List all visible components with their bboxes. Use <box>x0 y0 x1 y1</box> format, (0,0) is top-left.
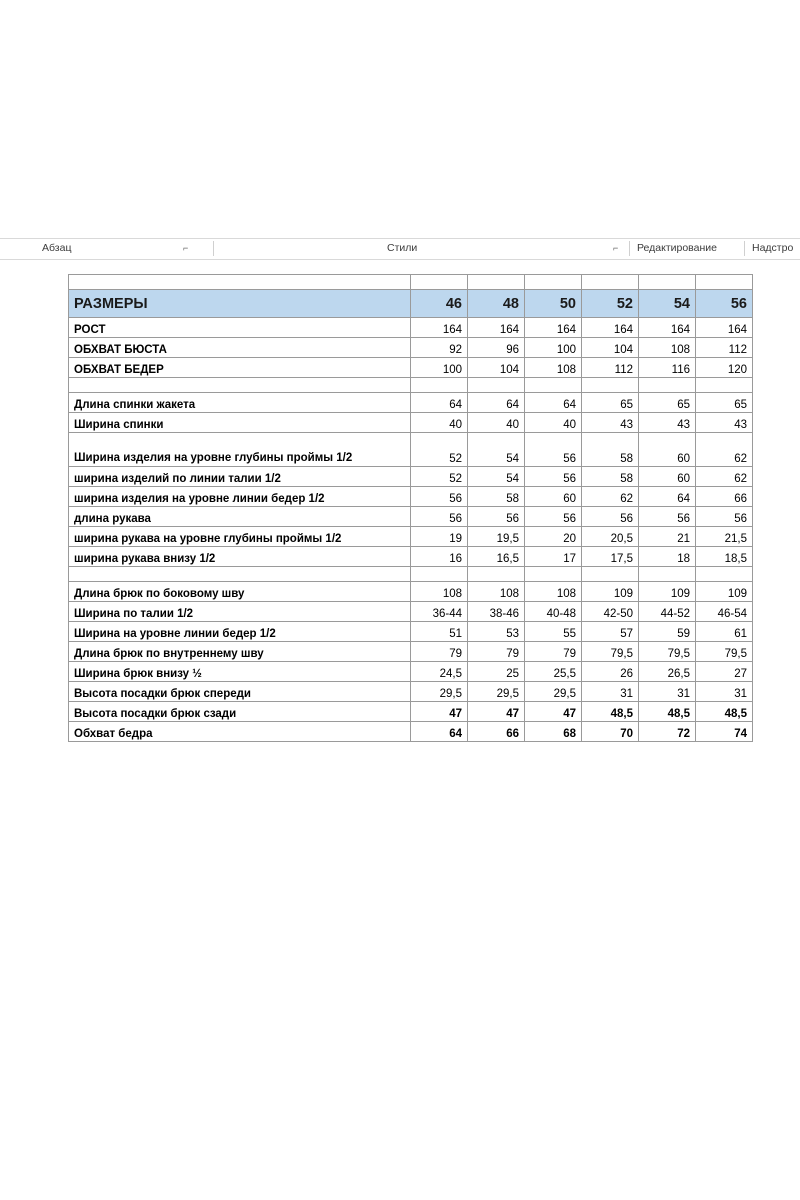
row-value: 92 <box>411 338 468 358</box>
row-label: Ширина на уровне линии бедер 1/2 <box>69 622 411 642</box>
row-value <box>468 567 525 582</box>
table-row <box>69 467 753 487</box>
ribbon-group-paragraph[interactable] <box>42 239 71 257</box>
row-value: 164 <box>525 318 582 338</box>
row-value: 16 <box>411 547 468 567</box>
table-row <box>69 413 753 433</box>
row-value: 40 <box>468 413 525 433</box>
table-cell <box>696 275 753 290</box>
size-chart-table <box>68 274 753 742</box>
row-value: 68 <box>525 722 582 742</box>
row-value: 112 <box>582 358 639 378</box>
row-label: ширина изделия на уровне линии бедер 1/2 <box>69 487 411 507</box>
row-label: ОБХВАТ БЕДЕР <box>69 358 411 378</box>
row-value: 100 <box>411 358 468 378</box>
row-value: 17,5 <box>582 547 639 567</box>
ribbon-group-paragraph-label: Абзац <box>42 242 72 254</box>
ribbon-group-editing-label: Редактирование <box>637 242 717 254</box>
row-value: 58 <box>468 487 525 507</box>
row-value: 65 <box>582 393 639 413</box>
table-row <box>69 602 753 622</box>
row-value: 109 <box>696 582 753 602</box>
row-label: ОБХВАТ БЮСТА <box>69 338 411 358</box>
row-label: Ширина спинки <box>69 413 411 433</box>
row-value: 40-48 <box>525 602 582 622</box>
row-value <box>525 378 582 393</box>
row-value: 56 <box>525 433 582 467</box>
table-cell <box>411 275 468 290</box>
row-value: 64 <box>639 487 696 507</box>
size-header-48: 48 <box>468 290 525 318</box>
row-value: 52 <box>411 433 468 467</box>
row-value: 43 <box>582 413 639 433</box>
row-label: Ширина изделия на уровне глубины проймы 1/2 <box>69 433 411 467</box>
row-value: 26,5 <box>639 662 696 682</box>
row-value <box>582 567 639 582</box>
row-value: 43 <box>639 413 696 433</box>
row-value: 29,5 <box>468 682 525 702</box>
row-value: 104 <box>582 338 639 358</box>
row-value: 54 <box>468 467 525 487</box>
row-value: 62 <box>696 467 753 487</box>
row-value: 108 <box>525 582 582 602</box>
row-value: 40 <box>525 413 582 433</box>
table-row <box>69 527 753 547</box>
row-value: 56 <box>411 487 468 507</box>
row-value: 60 <box>525 487 582 507</box>
row-value: 18 <box>639 547 696 567</box>
row-value: 58 <box>582 433 639 467</box>
row-value: 70 <box>582 722 639 742</box>
row-value: 48,5 <box>582 702 639 722</box>
row-value: 79 <box>411 642 468 662</box>
row-value: 112 <box>696 338 753 358</box>
size-header-46: 46 <box>411 290 468 318</box>
table-row <box>69 702 753 722</box>
row-value: 164 <box>468 318 525 338</box>
row-value <box>411 378 468 393</box>
row-value: 120 <box>696 358 753 378</box>
row-value: 61 <box>696 622 753 642</box>
row-label <box>69 378 411 393</box>
ribbon-group-editing[interactable] <box>637 239 717 257</box>
row-value: 31 <box>639 682 696 702</box>
row-value: 79 <box>525 642 582 662</box>
row-value: 57 <box>582 622 639 642</box>
ribbon-divider-2 <box>629 241 630 256</box>
row-value: 24,5 <box>411 662 468 682</box>
row-value: 108 <box>411 582 468 602</box>
row-value: 52 <box>411 467 468 487</box>
row-value: 27 <box>696 662 753 682</box>
size-header-54: 54 <box>639 290 696 318</box>
row-value <box>582 378 639 393</box>
row-value: 56 <box>582 507 639 527</box>
ribbon-divider-3 <box>744 241 745 256</box>
row-value: 19,5 <box>468 527 525 547</box>
row-value: 40 <box>411 413 468 433</box>
row-value: 25,5 <box>525 662 582 682</box>
row-value: 46-54 <box>696 602 753 622</box>
row-value <box>525 567 582 582</box>
row-value <box>696 567 753 582</box>
row-value: 59 <box>639 622 696 642</box>
row-value: 164 <box>411 318 468 338</box>
row-value: 31 <box>582 682 639 702</box>
row-value: 56 <box>639 507 696 527</box>
row-value: 79 <box>468 642 525 662</box>
ribbon-group-styles[interactable] <box>387 239 417 257</box>
row-value: 164 <box>696 318 753 338</box>
row-label: Ширина по талии 1/2 <box>69 602 411 622</box>
row-label <box>69 567 411 582</box>
row-value <box>696 378 753 393</box>
row-value <box>468 378 525 393</box>
size-header-50: 50 <box>525 290 582 318</box>
row-value <box>411 567 468 582</box>
row-value: 25 <box>468 662 525 682</box>
row-value: 21 <box>639 527 696 547</box>
row-value: 96 <box>468 338 525 358</box>
row-value: 56 <box>525 507 582 527</box>
row-value: 53 <box>468 622 525 642</box>
row-value: 109 <box>582 582 639 602</box>
table-row <box>69 622 753 642</box>
row-value: 79,5 <box>696 642 753 662</box>
row-value: 60 <box>639 433 696 467</box>
styles-dialog-launcher-icon[interactable]: ⌐ <box>613 243 619 253</box>
table-row <box>69 682 753 702</box>
row-value: 20,5 <box>582 527 639 547</box>
row-label: Длина спинки жакета <box>69 393 411 413</box>
ribbon-strip <box>0 238 800 260</box>
row-label: Высота посадки брюк спереди <box>69 682 411 702</box>
paragraph-dialog-launcher-icon[interactable]: ⌐ <box>183 243 189 253</box>
row-label: Длина брюк по внутреннему шву <box>69 642 411 662</box>
ribbon-divider-1 <box>213 241 214 256</box>
row-value <box>639 378 696 393</box>
row-value: 51 <box>411 622 468 642</box>
table-row <box>69 378 753 393</box>
table-cell <box>639 275 696 290</box>
row-value: 55 <box>525 622 582 642</box>
row-value: 164 <box>582 318 639 338</box>
ribbon-group-styles-label: Стили <box>387 242 418 254</box>
row-value: 48,5 <box>639 702 696 722</box>
row-label: РОСТ <box>69 318 411 338</box>
row-value: 64 <box>525 393 582 413</box>
row-value: 19 <box>411 527 468 547</box>
table-row <box>69 487 753 507</box>
row-value: 38-46 <box>468 602 525 622</box>
row-value: 65 <box>696 393 753 413</box>
row-value: 31 <box>696 682 753 702</box>
row-value: 43 <box>696 413 753 433</box>
row-value: 79,5 <box>639 642 696 662</box>
row-value: 60 <box>639 467 696 487</box>
table-cell <box>582 275 639 290</box>
table-header-row <box>69 290 753 318</box>
table-row <box>69 358 753 378</box>
table-cell <box>468 275 525 290</box>
row-value: 104 <box>468 358 525 378</box>
row-value: 54 <box>468 433 525 467</box>
row-value: 44-52 <box>639 602 696 622</box>
row-value: 164 <box>639 318 696 338</box>
row-label: Обхват бедра <box>69 722 411 742</box>
row-value: 62 <box>696 433 753 467</box>
row-value: 21,5 <box>696 527 753 547</box>
row-value: 47 <box>468 702 525 722</box>
row-value: 66 <box>468 722 525 742</box>
table-row <box>69 507 753 527</box>
row-value: 42-50 <box>582 602 639 622</box>
row-value: 64 <box>411 393 468 413</box>
row-value: 62 <box>582 487 639 507</box>
row-value: 18,5 <box>696 547 753 567</box>
row-value: 79,5 <box>582 642 639 662</box>
table-cell <box>525 275 582 290</box>
row-value: 108 <box>525 358 582 378</box>
row-value: 66 <box>696 487 753 507</box>
size-header-52: 52 <box>582 290 639 318</box>
table-title-cell: РАЗМЕРЫ <box>69 290 411 318</box>
row-label: ширина рукава внизу 1/2 <box>69 547 411 567</box>
size-chart-container <box>68 274 752 742</box>
table-row <box>69 318 753 338</box>
table-row <box>69 338 753 358</box>
row-value: 74 <box>696 722 753 742</box>
table-row <box>69 433 753 467</box>
row-value: 48,5 <box>696 702 753 722</box>
row-value: 29,5 <box>525 682 582 702</box>
ribbon-group-addins[interactable] <box>752 239 793 257</box>
row-value: 58 <box>582 467 639 487</box>
row-label: ширина изделий по линии талии 1/2 <box>69 467 411 487</box>
row-label: Высота посадки брюк сзади <box>69 702 411 722</box>
row-value: 64 <box>468 393 525 413</box>
table-row <box>69 642 753 662</box>
table-row <box>69 547 753 567</box>
row-value: 26 <box>582 662 639 682</box>
row-value: 109 <box>639 582 696 602</box>
row-value: 72 <box>639 722 696 742</box>
row-value: 29,5 <box>411 682 468 702</box>
table-row <box>69 582 753 602</box>
row-value: 56 <box>411 507 468 527</box>
row-label: ширина рукава на уровне глубины проймы 1/2 <box>69 527 411 547</box>
row-value: 20 <box>525 527 582 547</box>
row-value: 56 <box>696 507 753 527</box>
row-value: 65 <box>639 393 696 413</box>
row-value: 64 <box>411 722 468 742</box>
table-row <box>69 722 753 742</box>
table-cell <box>69 275 411 290</box>
row-value: 36-44 <box>411 602 468 622</box>
ribbon-group-addins-label: Надстро <box>752 242 794 254</box>
table-row <box>69 275 753 290</box>
row-label: Длина брюк по боковому шву <box>69 582 411 602</box>
row-value: 17 <box>525 547 582 567</box>
row-value: 47 <box>411 702 468 722</box>
row-label: Ширина брюк внизу ½ <box>69 662 411 682</box>
size-header-56: 56 <box>696 290 753 318</box>
row-value: 108 <box>639 338 696 358</box>
row-value: 56 <box>468 507 525 527</box>
row-value: 47 <box>525 702 582 722</box>
table-row <box>69 393 753 413</box>
row-value: 108 <box>468 582 525 602</box>
row-value: 116 <box>639 358 696 378</box>
row-value: 16,5 <box>468 547 525 567</box>
row-label: длина рукава <box>69 507 411 527</box>
row-value: 56 <box>525 467 582 487</box>
row-value <box>639 567 696 582</box>
row-value: 100 <box>525 338 582 358</box>
table-row <box>69 567 753 582</box>
table-row <box>69 662 753 682</box>
